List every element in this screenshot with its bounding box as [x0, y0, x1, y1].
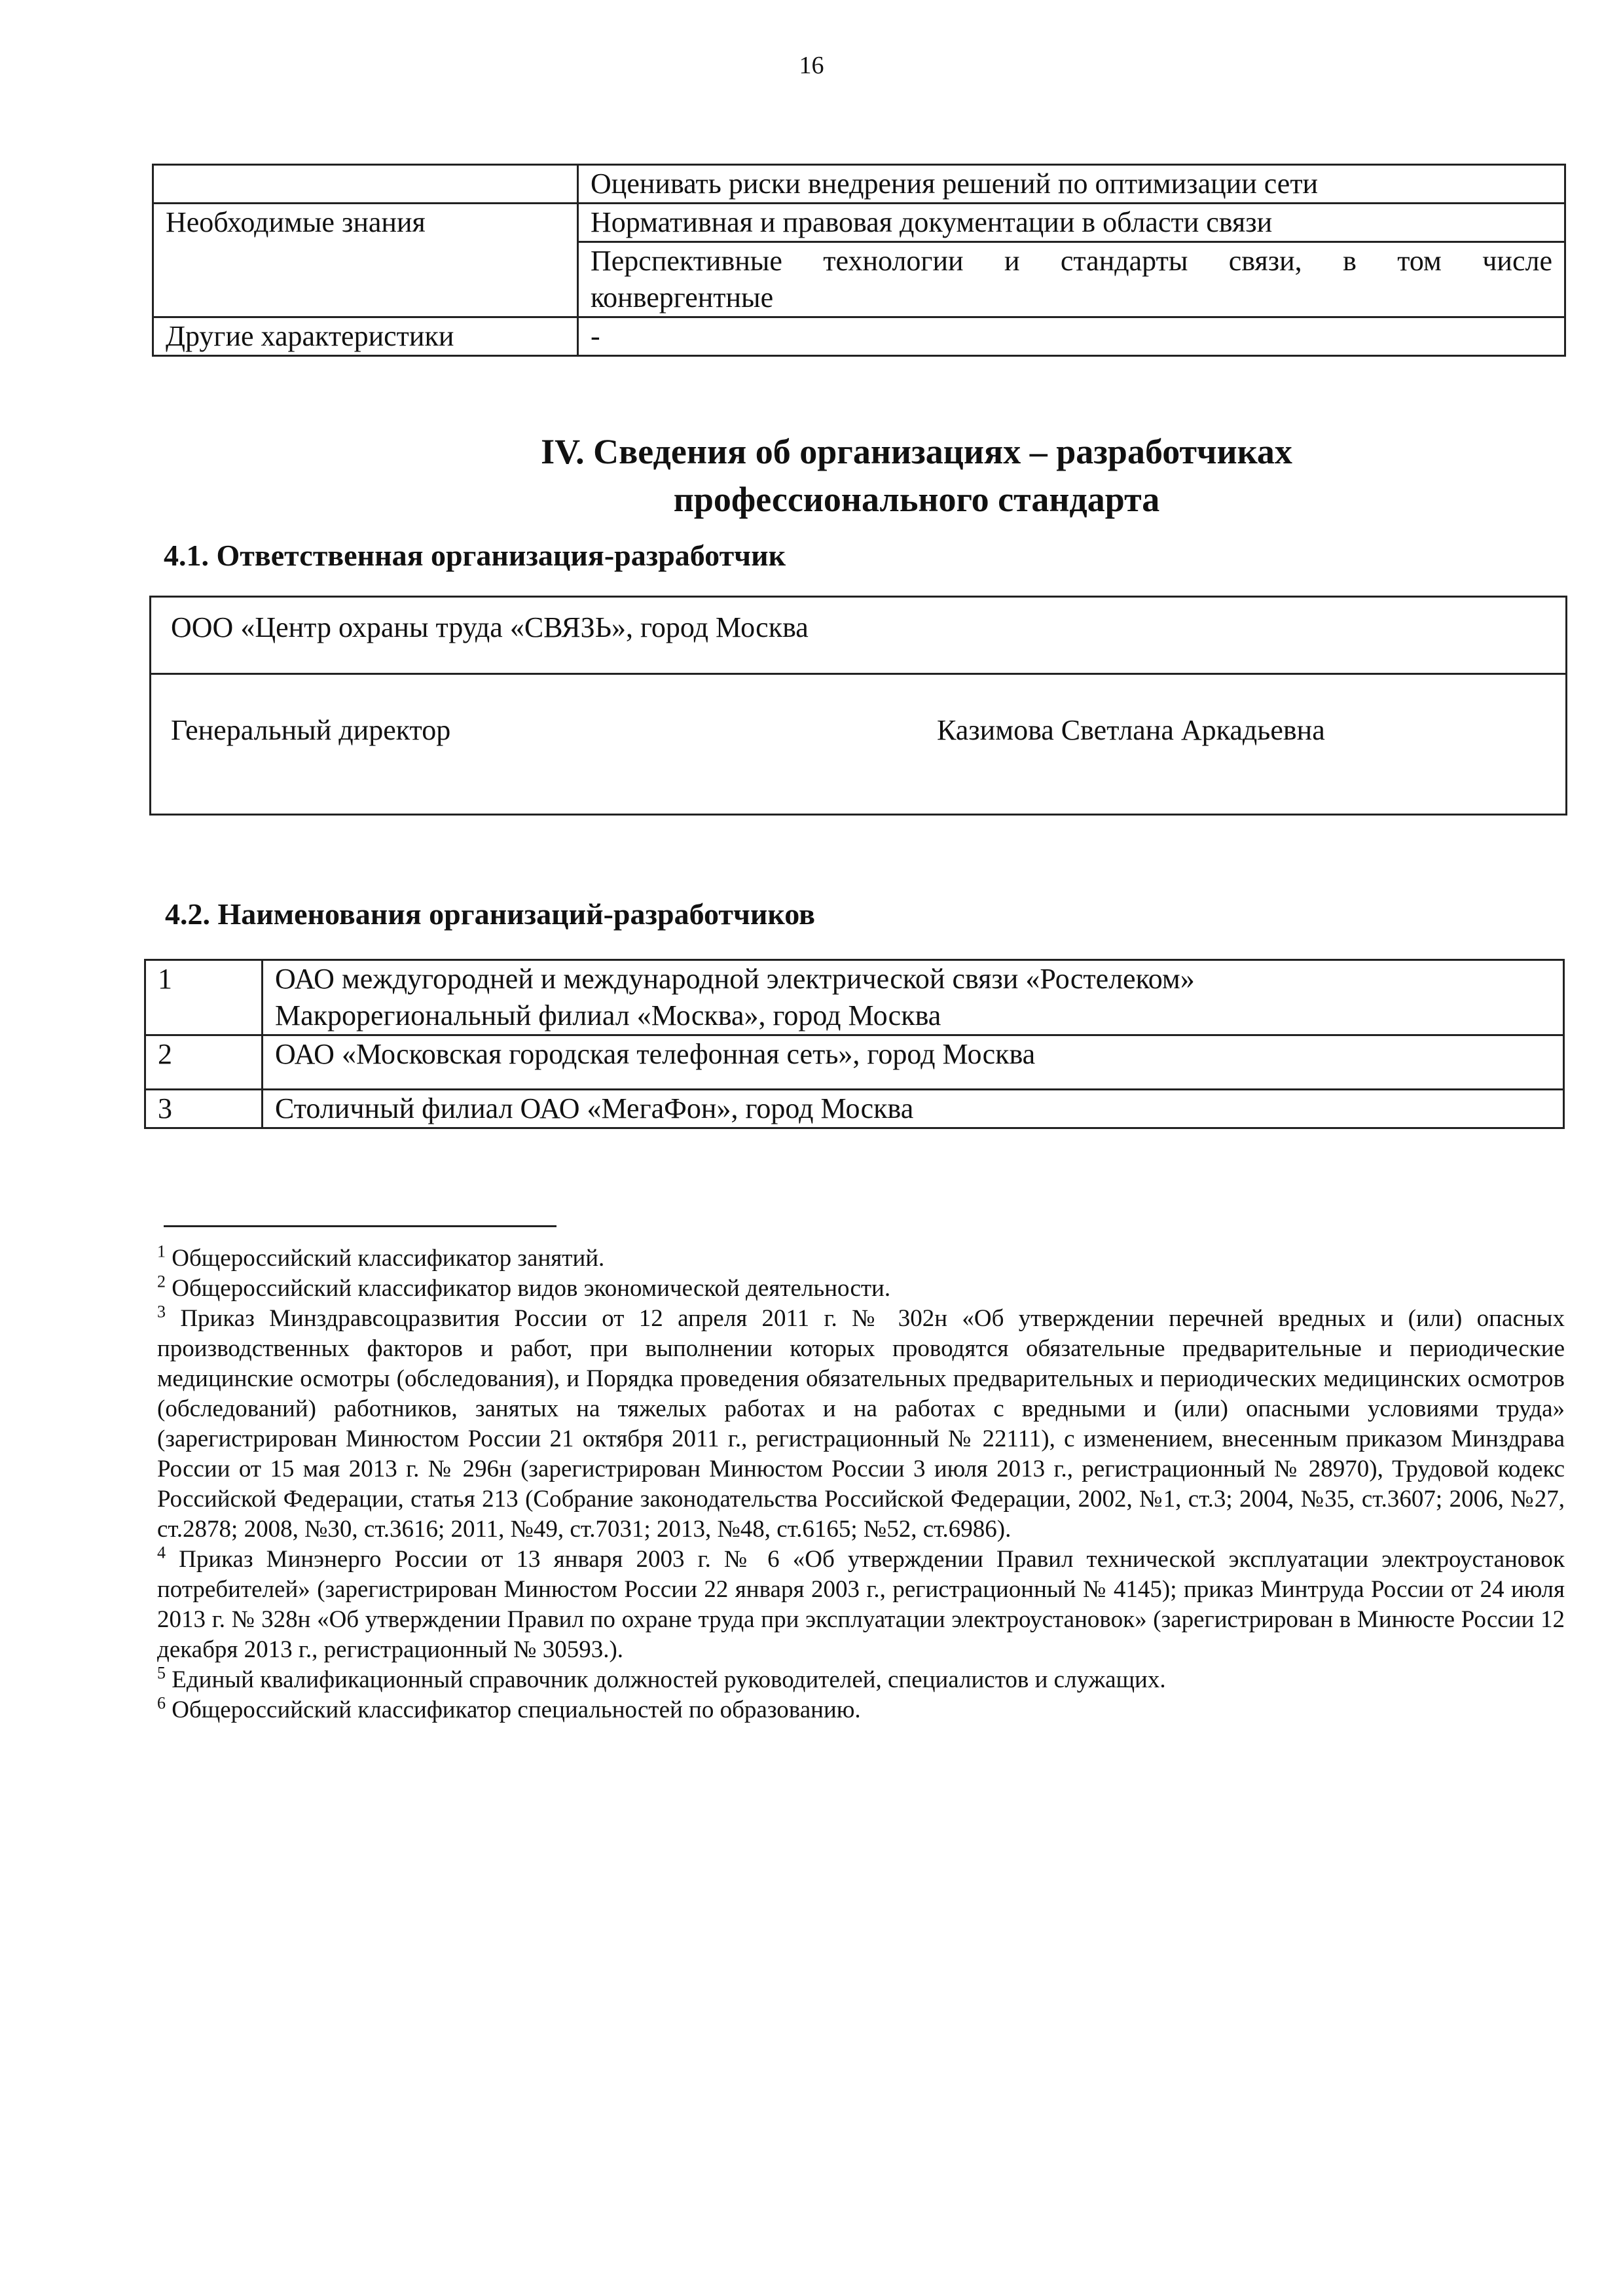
footnote-text: Общероссийский классификатор видов экономической деятельности.: [172, 1275, 891, 1302]
knowledge-label: Необходимые знания: [153, 204, 578, 317]
table-cell: [578, 242, 1565, 317]
footnote-text: Приказ Минздравсоцразвития России от 12 апреля 2011 г. № 302н «Об утверждении перечней вредных и (или) опасных производственных факторов и работ, при выполнении которых проводятся обязательные предварительные и периодические медицинские осмотры (обследования), и Порядка проведения обязательных предварительных и периодических медицинских осмотров (обследований) работников, занятых на тяжелых работах и на работах с вредными и (или) опасными условиями труда» (зарегистрирован Минюстом России 21 октября 2011 г., регистрационный № 22111), с изменением, внесенным приказом Минздрава России от 15 мая 2013 г. № 296н (зарегистрирован Минюстом России 3 июля 2013 г., регистрационный № 28970), Трудовой кодекс Российской Федерации, статья 213 (Собрание законодательства Российской Федерации, 2002, №1, ст.3; 2004, №35, ст.3607; 2006, №27, ст.2878; 2008, №30, ст.3616; 2011, №49, ст.7031; 2013, №48, ст.6165; №52, ст.6986).: [157, 1305, 1565, 1543]
table-cell-line: ОАО междугородней и международной электрической связи «Ростелеком»: [275, 963, 1195, 995]
table-cell: Нормативная и правовая документации в области связи: [578, 204, 1565, 242]
person-name: Казимова Светлана Аркадьевна: [937, 714, 1325, 746]
developers-table: [144, 959, 1565, 1129]
footnote: [157, 1545, 1565, 1665]
org-name: ООО «Центр охраны труда «СВЯЗЬ», город Москва: [171, 611, 809, 643]
footnote-divider: [164, 1225, 556, 1227]
footnote: [157, 1665, 1565, 1695]
table-cell-line: конвергентные: [591, 281, 774, 314]
position-title: Генеральный директор: [171, 714, 451, 746]
other-label: Другие характеристики: [153, 317, 578, 356]
page-number: 16: [799, 52, 824, 79]
table-row: [153, 317, 1565, 356]
divider: [151, 673, 1565, 675]
row-number: 3: [145, 1090, 263, 1128]
table-row: [145, 1090, 1564, 1128]
footnote-mark: 1: [157, 1242, 166, 1261]
row-number: 1: [145, 960, 263, 1035]
responsible-org-box: [149, 596, 1567, 816]
subsection-title: 4.1. Ответственная организация-разработчик: [164, 539, 786, 572]
footnote-mark: 5: [157, 1663, 166, 1683]
table-cell-empty: [153, 165, 578, 204]
table-cell-line: Перспективные технологии и стандарты связи, в том числе: [591, 245, 1552, 277]
table-cell: Столичный филиал ОАО «МегаФон», город Москва: [263, 1090, 1564, 1128]
table-cell: Оценивать риски внедрения решений по оптимизации сети: [578, 165, 1565, 204]
table-row: [153, 165, 1565, 204]
footnote-mark: 6: [157, 1693, 166, 1713]
subsection-title: 4.2. Наименования организаций-разработчиков: [165, 897, 815, 931]
table-cell: -: [578, 317, 1565, 356]
table-row: [145, 1035, 1564, 1090]
footnote-mark: 3: [157, 1302, 166, 1321]
footnote-mark: 2: [157, 1272, 166, 1291]
table-row: [153, 204, 1565, 242]
table-cell: ОАО «Московская городская телефонная сеть», город Москва: [263, 1035, 1564, 1090]
footnote-text: Единый квалификационный справочник должностей руководителей, специалистов и служащих.: [172, 1666, 1166, 1693]
footnote: [157, 1244, 1565, 1274]
row-number: 2: [145, 1035, 263, 1090]
footnote: [157, 1695, 1565, 1725]
footnote: [157, 1274, 1565, 1304]
table-cell: [263, 960, 1564, 1035]
table-row: [145, 960, 1564, 1035]
footnotes: [157, 1244, 1565, 1725]
section-title-line1: IV. Сведения об организациях – разработчиках: [541, 432, 1292, 471]
footnote-text: Общероссийский классификатор занятий.: [172, 1245, 605, 1272]
section-title-line2: профессионального стандарта: [673, 480, 1160, 519]
footnote: [157, 1304, 1565, 1545]
footnote-mark: 4: [157, 1543, 166, 1562]
knowledge-table: [152, 164, 1566, 357]
footnote-text: Приказ Минэнерго России от 13 января 2003 г. № 6 «Об утверждении Правил технической эксплуатации электроустановок потребителей» (зарегистрирован Минюстом России 22 января 2003 г., регистрационный № 4145); приказ Минтруда России от 24 июля 2013 г. № 328н «Об утверждении Правил по охране труда при эксплуатации электроустановок» (зарегистрирован в Минюсте России 12 декабря 2013 г., регистрационный № 30593.).: [157, 1546, 1565, 1663]
footnote-text: Общероссийский классификатор специальностей по образованию.: [172, 1696, 861, 1723]
table-cell-line: Макрорегиональный филиал «Москва», город Москва: [275, 999, 941, 1031]
